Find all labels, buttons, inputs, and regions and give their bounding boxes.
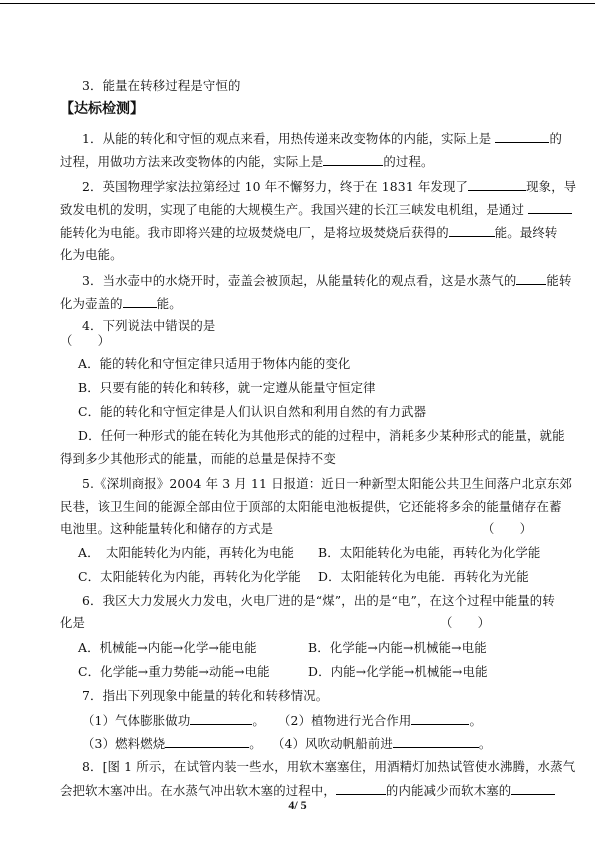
q8-line-1: 8．[图 1 所示，在试管内装一些水，用软木塞塞住，用酒精灯加热试管使水沸腾，水蒸气	[82, 759, 576, 774]
q2-blank-1[interactable]	[468, 178, 526, 191]
q3-line-2: 化为壶盖的 能。	[60, 296, 182, 311]
section-title: 【达标检测】	[60, 101, 144, 117]
q2-blank-2[interactable]	[528, 201, 572, 214]
q7-item-2: （2）植物进行光合作用 。	[278, 713, 482, 728]
q2-line-3: 能转化为电能。我市即将兴建的垃圾焚烧电厂，是将垃圾焚烧后获得的 能。最终转	[60, 225, 558, 240]
q5-line-1: 5.《深圳商报》2004 年 3 月 11 日报道：近日一种新型太阳能公共卫生间落户北京东郊	[82, 476, 573, 491]
q6-option-b[interactable]: B．化学能→内能→机械能→电能	[308, 640, 487, 655]
header-rule	[0, 3, 595, 4]
q5-line-3: 电池里。这种能量转化和储存的方式是	[60, 521, 274, 536]
q1-line-2: 过程，用做功方法来改变物体的内能，实际上是 的过程。	[60, 154, 434, 169]
q5-answer-paren[interactable]: （ ）	[482, 521, 533, 536]
q6-line-2: 化是	[60, 615, 86, 630]
q4-stem: 4．下列说法中错误的是	[82, 318, 216, 333]
q1-blank-2[interactable]	[323, 153, 383, 166]
q5-option-b[interactable]: B．太阳能转化为电能，再转化为化学能	[318, 545, 541, 560]
q7-item-4: （4）风吹动帆船前进 。	[272, 736, 492, 751]
q4-option-d-line-2: 得到多少其他形式的能量，而能的总量是保持不变	[60, 451, 336, 466]
q1-blank-1[interactable]	[495, 130, 549, 143]
q3-blank-1[interactable]	[516, 272, 546, 285]
q2-line-2: 致发电机的发明，实现了电能的大规模生产。我国兴建的长江三峡发电机组，是通过	[60, 201, 572, 218]
q2-line-4: 化为电能。	[60, 247, 123, 262]
q7-blank-2[interactable]	[411, 712, 469, 725]
q6-line-1: 6．我区大力发展火力发电，火电厂进的是“煤”，出的是“电”，在这个过程中能量的转	[82, 593, 555, 608]
q7-blank-1[interactable]	[190, 712, 252, 725]
q8-blank-1[interactable]	[336, 782, 386, 795]
q5-option-a[interactable]: A． 太阳能转化为内能，再转化为电能	[78, 545, 295, 560]
q7-blank-3[interactable]	[165, 735, 249, 748]
q7-item-1: （1）气体膨胀做功 。	[82, 713, 265, 728]
q6-option-c[interactable]: C．化学能→重力势能→动能→电能	[78, 664, 270, 679]
q7-blank-4[interactable]	[393, 735, 479, 748]
q8-line-2: 会把软木塞冲出。在水蒸气冲出软木塞的过程中， 的内能减少而软木塞的	[60, 782, 555, 799]
q6-option-a[interactable]: A．机械能→内能→化学→能电能	[78, 640, 257, 655]
q4-answer-paren[interactable]: （ ）	[60, 333, 111, 348]
previous-item-text: 3．能量在转移过程是守恒的	[82, 78, 241, 93]
q1-line-1: 1．从能的转化和守恒的观点来看，用热传递来改变物体的内能，实际上是 的	[82, 131, 562, 146]
q2-blank-3[interactable]	[449, 224, 495, 237]
q7-item-3: （3）燃料燃烧 。	[82, 736, 262, 751]
q8-blank-2[interactable]	[511, 782, 555, 795]
q4-option-c[interactable]: C．能的转化和守恒定律是人们认识自然和利用自然的有力武器	[78, 404, 427, 419]
q5-option-d[interactable]: D．太阳能转化为电能．再转化为光能	[318, 569, 529, 584]
q4-option-a[interactable]: A．能的转化和守恒定律只适用于物体内能的变化	[78, 356, 351, 371]
q4-option-b[interactable]: B．只要有能的转化和转移，就一定遵从能量守恒定律	[78, 380, 376, 395]
q3-blank-2[interactable]	[123, 295, 157, 308]
q5-option-c[interactable]: C．太阳能转化为内能，再转化为化学能	[78, 569, 301, 584]
q5-line-2: 民巷，该卫生间的能源全部由位于顶部的太阳能电池板提供，它还能将多余的能量储存在蓄	[60, 499, 562, 514]
q7-stem: 7．指出下列现象中能量的转化和转移情况。	[82, 688, 329, 703]
q4-option-d-line-1[interactable]: D．任何一种形式的能在转化为其他形式的能的过程中，消耗多少某种形式的能量，就能	[78, 428, 565, 443]
q3-line-1: 3．当水壶中的水烧开时，壶盖会被顶起，从能量转化的观点看，这是水蒸气的 能转	[82, 273, 572, 288]
q6-option-d[interactable]: D．内能→化学能→机械能→电能	[308, 664, 488, 679]
page-number: 4/ 5	[288, 798, 307, 812]
q2-line-1: 2．英国物理学家法拉第经过 10 年不懈努力，终于在 1831 年发现了 现象，导	[82, 179, 577, 194]
q6-answer-paren[interactable]: （ ）	[440, 615, 491, 630]
